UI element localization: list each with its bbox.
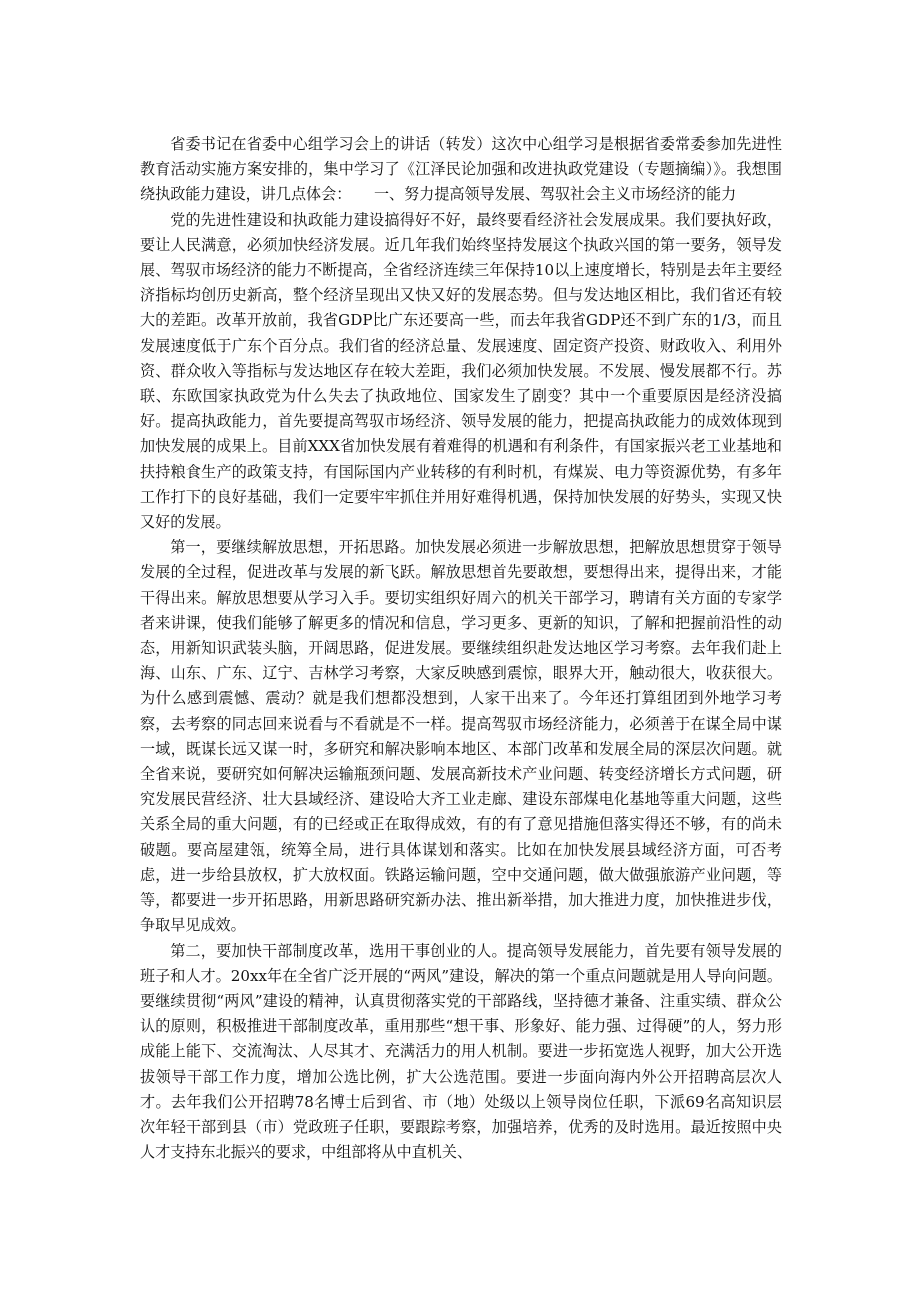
- paragraph-title-intro: 省委书记在省委中心组学习会上的讲话（转发）这次中心组学习是根据省委常委参加先进性教育活动实施方案安排的，集中学习了《江泽民论加强和改进执政党建设（专题摘编）》。我想围绕执政能力建设，讲几点体会： 一、努力提高领导发展、驾驭社会主义市场经济的能力: [140, 135, 782, 204]
- paragraph-development: 党的先进性建设和执政能力建设搞得好不好，最终要看经济社会发展成果。我们要执好政，要让人民满意，必须加快经济发展。近几年我们始终坚持发展这个执政兴国的第一要务，领导发展、驾驭市场经济的能力不断提高，全省经济连续三年保持10以上速度增长，特别是去年主要经济指标均创历史新高，整个经济呈现出又快又好的发展态势。但与发达地区相比，我们省还有较大的差距。改革开放前，我省GDP比广东还要高一些，而去年我省GDP还不到广东的1/3，而且发展速度低于广东个百分点。我们省的经济总量、发展速度、固定资产投资、财政收入、利用外资、群众收入等指标与发达地区存在较大差距，我们必须加快发展。不发展、慢发展都不行。苏联、东欧国家执政党为什么失去了执政地位、国家发生了剧变？其中一个重要原因是经济没搞好。提高执政能力，首先要提高驾驭市场经济、领导发展的能力，把提高执政能力的成效体现到加快发展的成果上。目前XXX省加快发展有着难得的机遇和有利条件，有国家振兴老工业基地和扶持粮食生产的政策支持，有国际国内产业转移的有利时机，有煤炭、电力等资源优势，有多年工作打下的良好基础，我们一定要牢牢抓住并用好难得机遇，保持加快发展的好势头，实现又快又好的发展。: [140, 210, 782, 532]
- paragraph-second-point: 第二，要加快干部制度改革，选用干事创业的人。提高领导发展能力，首先要有领导发展的班子和人才。20xx年在全省广泛开展的“两风”建设，解决的第一个重点问题就是用人导向问题。要继续贯彻“两风”建设的精神，认真贯彻落实党的干部路线，坚持德才兼备、注重实绩、群众公认的原则，积极推进干部制度改革，重用那些“想干事、形象好、能力强、过得硬”的人，努力形成能上能下、交流淘汰、人尽其才、充满活力的用人机制。要进一步拓宽选人视野，加大公开选拔领导干部工作力度，增加公选比例，扩大公选范围。要进一步面向海内外公开招聘高层次人才。去年我们公开招聘78名博士后到省、市（地）处级以上领导岗位任职，下派69名高知识层次年轻干部到县（市）党政班子任职，要跟踪考察，加强培养，优秀的及时选用。最近按照中央人才支持东北振兴的要求，中组部将从中直机关、: [140, 941, 782, 1162]
- document-page: [140, 132, 782, 1165]
- paragraph-first-point: 第一，要继续解放思想，开拓思路。加快发展必须进一步解放思想，把解放思想贯穿于领导发展的全过程，促进改革与发展的新飞跃。解放思想首先要敢想，要想得出来，提得出来，才能干得出来。解放思想要从学习入手。要切实组织好周六的机关干部学习，聘请有关方面的专家学者来讲课，使我们能够了解更多的情况和信息，学习更多、更新的知识，了解和把握前沿性的动态，用新知识武装头脑，开阔思路，促进发展。要继续组织赴发达地区学习考察。去年我们赴上海、山东、广东、辽宁、吉林学习考察，大家反映感到震惊，眼界大开，触动很大，收获很大。为什么感到震憾、震动？就是我们想都没想到，人家干出来了。今年还打算组团到外地学习考察，去考察的同志回来说看与不看就是不一样。提高驾驭市场经济能力，必须善于在谋全局中谋一域，既谋长远又谋一时，多研究和解决影响本地区、本部门改革和发展全局的深层次问题。就全省来说，要研究如何解决运输瓶颈问题、发展高新技术产业问题、转变经济增长方式问题，研究发展民营经济、壮大县域经济、建设哈大齐工业走廊、建设东部煤电化基地等重大问题，这些关系全局的重大问题，有的已经或正在取得成效，有的有了意见措施但落实得还不够，有的尚未破题。要高屋建瓴，统筹全局，进行具体谋划和落实。比如在加快发展县域经济方面，可否考虑，进一步给县放权，扩大放权面。铁路运输问题，空中交通问题，做大做强旅游产业问题，等等，都要进一步开拓思路，用新思路研究新办法、推出新举措，加大推进力度，加快推进步伐，争取早见成效。: [140, 538, 782, 935]
